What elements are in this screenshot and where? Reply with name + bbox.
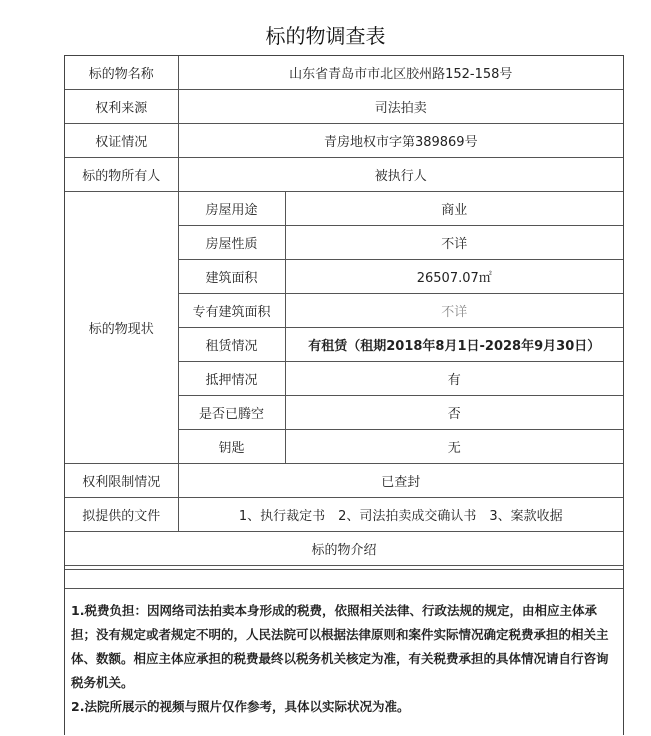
status-item-value: 不详 [285,226,623,260]
row-documents [65,498,623,532]
property-address: 山东省青岛市市北区胶州路152-158号 [178,56,623,90]
status-item-value: 不详 [285,294,623,328]
row-source [65,90,623,124]
restriction-value: 已查封 [178,464,623,498]
status-item-label: 建筑面积 [178,260,285,294]
status-item-label: 房屋用途 [178,192,285,226]
status-item-value: 26507.07㎡ [285,260,623,294]
row-label: 权证情况 [65,124,178,158]
row-name [65,56,623,90]
status-row [65,192,623,226]
row-label: 权利限制情况 [65,464,178,498]
row-intro-heading [65,532,623,566]
certificate-value: 青房地权市字第389869号 [178,124,623,158]
status-item-label: 租赁情况 [178,328,285,362]
status-item-value: 有 [285,362,623,396]
status-item-label: 钥匙 [178,430,285,464]
row-owner [65,158,623,192]
row-label: 标的物名称 [65,56,178,90]
note-paragraph: 1.税费负担：因网络司法拍卖本身形成的税费，依照相关法律、行政法规的规定，由相应主体承担；没有规定或者规定不明的，人民法院可以根据法律原则和案件实际情况确定税费承担的相关主体、数额。相应主体应承担的税费最终以税务机关核定为准，有关税费承担的具体情况请自行咨询税务机关。 [71,603,609,690]
survey-table-frame [64,55,624,735]
row-label: 标的物所有人 [65,158,178,192]
intro-heading: 标的物介绍 [65,532,623,566]
survey-table [65,56,623,566]
lease-value: 有租赁（租期2018年8月1日-2028年9月30日） [285,328,623,362]
row-certificate [65,124,623,158]
row-label: 拟提供的文件 [65,498,178,532]
row-restriction [65,464,623,498]
status-item-value: 商业 [285,192,623,226]
status-section-label: 标的物现状 [65,192,178,464]
status-item-value: 无 [285,430,623,464]
status-item-label: 专有建筑面积 [178,294,285,328]
status-item-label: 抵押情况 [178,362,285,396]
intro-notes-area [65,569,623,736]
status-item-label: 是否已腾空 [178,396,285,430]
document-title: 标的物调查表 [265,24,386,48]
note-paragraph: 2.法院所展示的视频与照片仅作参考，具体以实际状况为准。 [71,699,410,714]
owner-value: 被执行人 [178,158,623,192]
right-source-value: 司法拍卖 [178,90,623,124]
intro-notes-box [65,588,623,736]
status-item-value: 否 [285,396,623,430]
documents-value: 1、执行裁定书 2、司法拍卖成交确认书 3、案款收据 [178,498,623,532]
row-label: 权利来源 [65,90,178,124]
status-item-label: 房屋性质 [178,226,285,260]
